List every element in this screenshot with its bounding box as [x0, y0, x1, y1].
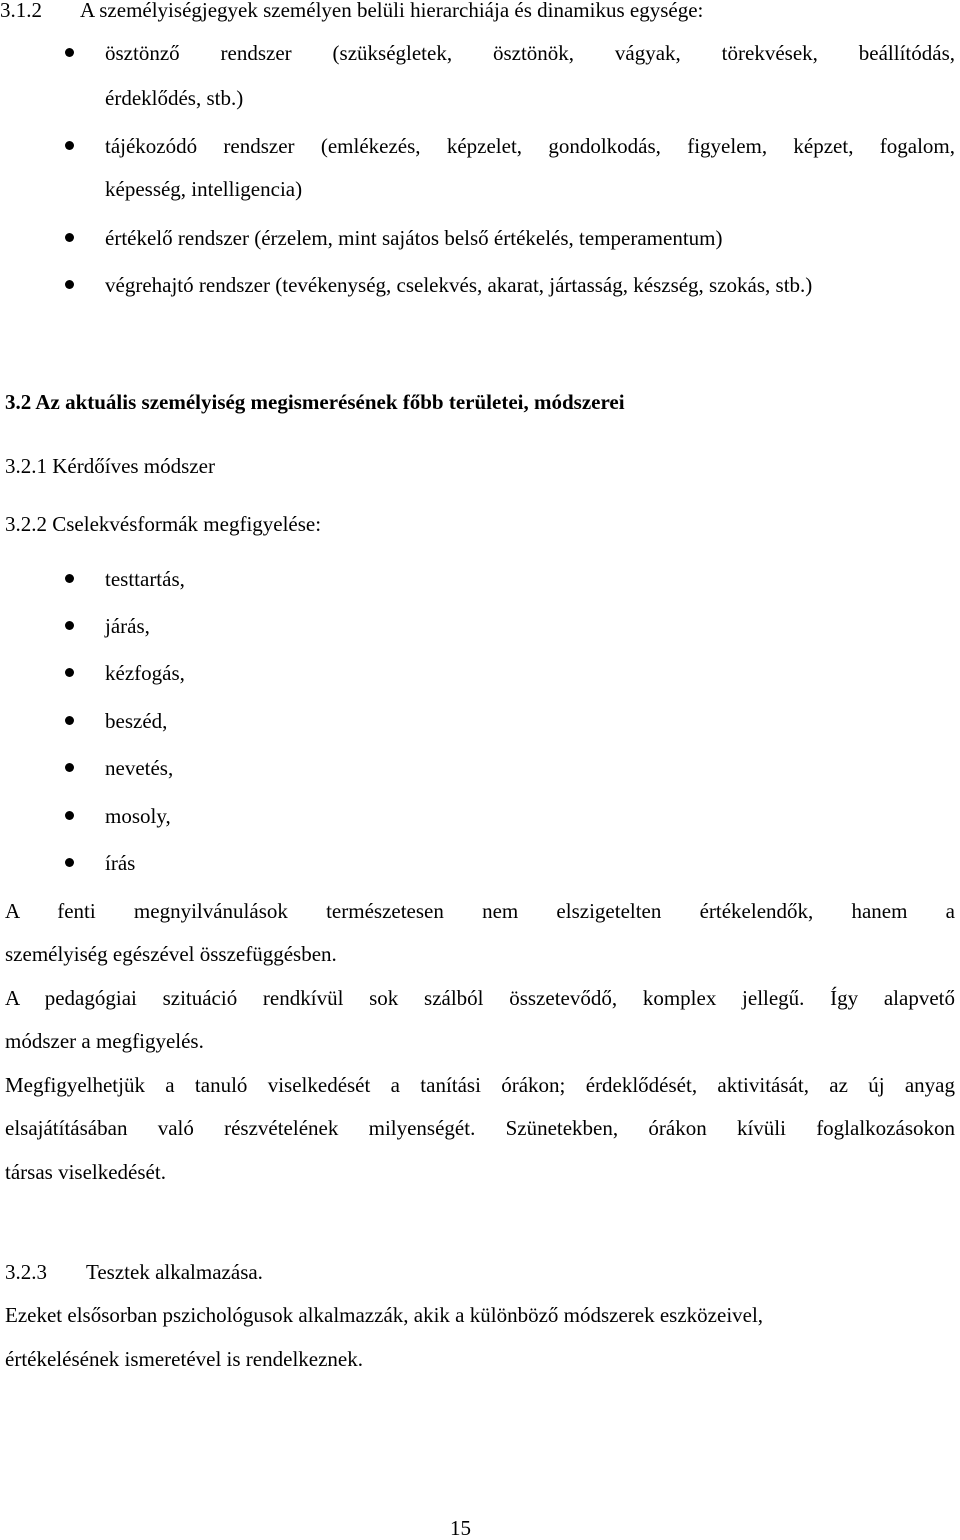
bullet-icon [65, 763, 74, 772]
section-title: A személyiségjegyek személyen belüli hierarchiája és dinamikus egysége: [80, 0, 704, 22]
page-number: 15 [450, 1516, 471, 1540]
list-item: beszéd, [105, 709, 168, 733]
section-number: 3.1.2 [0, 0, 42, 22]
paragraph-line: Ezeket elsősorban pszichológusok alkalmazzák, akik a különböző módszerek eszközeivel, [5, 1303, 764, 1327]
section-heading-3-2: 3.2 Az aktuális személyiség megismerésének főbb területei, módszerei [5, 390, 625, 414]
list-item-line: érdeklődés, stb.) [105, 86, 244, 110]
list-item: írás [105, 851, 136, 875]
section-number: 3.2.3 [5, 1260, 47, 1284]
list-item: testtartás, [105, 567, 185, 591]
bullet-icon [65, 621, 74, 630]
bullet-icon [65, 858, 74, 867]
bullet-icon [65, 280, 74, 289]
section-heading-3-2-1: 3.2.1 Kérdőíves módszer [5, 454, 215, 478]
paragraph-line: A pedagógiai szituáció rendkívül sok szálból összetevődő, komplex jellegű. Így alapvető [5, 986, 955, 1010]
list-item: mosoly, [105, 804, 171, 828]
bullet-icon [65, 48, 74, 57]
paragraph-line: A fenti megnyilvánulások természetesen nem elszigetelten értékelendők, hanem a [5, 899, 955, 923]
bullet-icon [65, 141, 74, 150]
bullet-icon [65, 574, 74, 583]
list-item: nevetés, [105, 756, 174, 780]
list-item-line: végrehajtó rendszer (tevékenység, cselekvés, akarat, jártasság, készség, szokás, stb.) [105, 273, 813, 297]
paragraph-line: módszer a megfigyelés. [5, 1029, 204, 1053]
bullet-icon [65, 716, 74, 725]
section-heading-3-2-2: 3.2.2 Cselekvésformák megfigyelése: [5, 512, 322, 536]
list-item-line: ösztönző rendszer (szükségletek, ösztönök, vágyak, törekvések, beállítódás, [105, 41, 955, 65]
list-item-line: értékelő rendszer (érzelem, mint sajátos belső értékelés, temperamentum) [105, 226, 723, 250]
paragraph-line: értékelésének ismeretével is rendelkeznek. [5, 1347, 363, 1371]
paragraph-line: társas viselkedését. [5, 1160, 166, 1184]
paragraph-line: Megfigyelhetjük a tanuló viselkedését a tanítási órákon; érdeklődését, aktivitását, az új anyag [5, 1073, 955, 1097]
section-heading-3-1-2 [0, 0, 703, 22]
section-heading-3-2-3 [5, 1260, 263, 1284]
list-item: kézfogás, [105, 661, 185, 685]
list-item-line: tájékozódó rendszer (emlékezés, képzelet, gondolkodás, figyelem, képzet, fogalom, [105, 134, 955, 158]
bullet-icon [65, 811, 74, 820]
list-item: járás, [105, 614, 150, 638]
paragraph-line: elsajátításában való részvételének milyenségét. Szünetekben, órákon kívüli foglalkozásokon [5, 1116, 955, 1140]
paragraph-line: személyiség egészével összefüggésben. [5, 942, 337, 966]
list-item-line: képesség, intelligencia) [105, 177, 303, 201]
section-title: Tesztek alkalmazása. [86, 1260, 263, 1284]
bullet-icon [65, 233, 74, 242]
bullet-icon [65, 668, 74, 677]
